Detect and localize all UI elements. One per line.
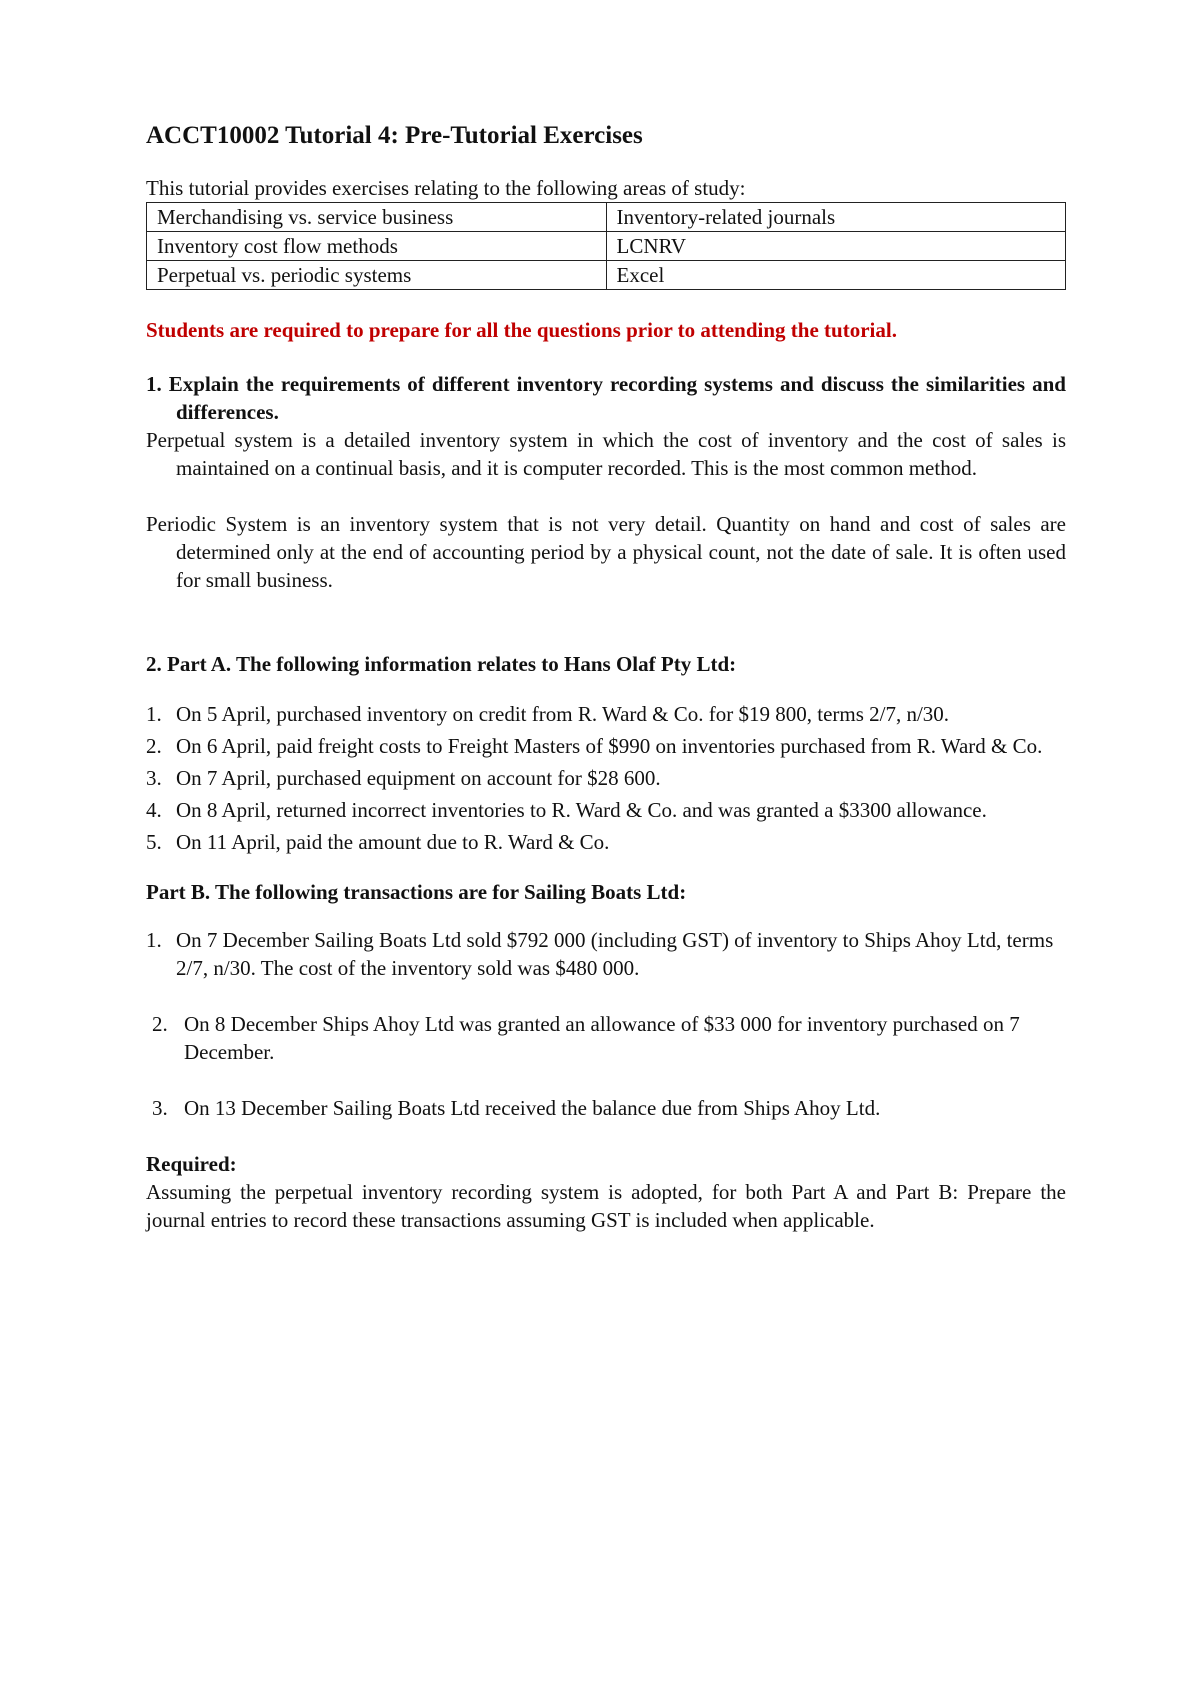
list-number: 2. (146, 734, 162, 758)
list-item-text: On 13 December Sailing Boats Ltd received the balance due from Ships Ahoy Ltd. (184, 1096, 881, 1120)
table-row (147, 203, 1066, 232)
list-number: 3. (152, 1096, 168, 1120)
list-item (146, 926, 1066, 982)
list-item (146, 762, 1066, 794)
preparation-notice: Students are required to prepare for all the questions prior to attending the tutorial. (146, 318, 897, 342)
list-item-text: On 8 April, returned incorrect inventories to R. Ward & Co. and was granted a $3300 allowance. (176, 798, 987, 822)
list-item-text: On 7 December Sailing Boats Ltd sold $792 000 (including GST) of inventory to Ships Ahoy Ltd, terms 2/7, n/30. The cost of the inventory sold was $480 000. (176, 928, 1054, 980)
question-2-part-a-heading: 2. Part A. The following information relates to Hans Olaf Pty Ltd: (146, 652, 737, 676)
question-1-heading: 1. Explain the requirements of different inventory recording systems and discuss the similarities and differences. (146, 372, 1066, 424)
table-cell: Perpetual vs. periodic systems (147, 261, 607, 290)
table-cell: Merchandising vs. service business (147, 203, 607, 232)
part-b-heading: Part B. The following transactions are for Sailing Boats Ltd: (146, 880, 687, 904)
list-item-text: On 11 April, paid the amount due to R. Ward & Co. (176, 830, 610, 854)
list-number: 3. (146, 766, 162, 790)
part-a-transaction-list (146, 698, 1066, 858)
list-item-text: On 6 April, paid freight costs to Freight Masters of $990 on inventories purchased from R. Ward & Co. (176, 734, 1043, 758)
list-item (146, 730, 1066, 762)
list-item (146, 826, 1066, 858)
table-cell: Inventory cost flow methods (147, 232, 607, 261)
required-text: Assuming the perpetual inventory recording system is adopted, for both Part A and Part B: Prepare the journal entries to record these transactions assuming GST is included when applicable. (146, 1180, 1066, 1232)
table-cell: Excel (606, 261, 1066, 290)
intro-text: This tutorial provides exercises relating to the following areas of study: (146, 176, 746, 200)
list-number: 4. (146, 798, 162, 822)
list-number: 1. (146, 928, 162, 952)
list-number: 1. (146, 702, 162, 726)
table-row (147, 261, 1066, 290)
table-cell: Inventory-related journals (606, 203, 1066, 232)
list-item (146, 1094, 1066, 1122)
document-title: ACCT10002 Tutorial 4: Pre-Tutorial Exercises (146, 122, 643, 149)
answer-periodic: Periodic System is an inventory system that is not very detail. Quantity on hand and cost of sales are determined only at the end of accounting period by a physical count, not the date of sale. It is often used for small business. (146, 512, 1066, 592)
list-item (146, 794, 1066, 826)
answer-perpetual: Perpetual system is a detailed inventory system in which the cost of inventory and the cost of sales is maintained on a continual basis, and it is computer recorded. This is the most common method. (146, 428, 1066, 480)
list-item-text: On 8 December Ships Ahoy Ltd was granted an allowance of $33 000 for inventory purchased on 7 December. (184, 1012, 1020, 1064)
list-item-text: On 7 April, purchased equipment on account for $28 600. (176, 766, 661, 790)
part-b-transaction-list (146, 926, 1066, 1122)
table-cell: LCNRV (606, 232, 1066, 261)
list-item (146, 698, 1066, 730)
list-number: 2. (152, 1012, 168, 1036)
table-row (147, 232, 1066, 261)
required-heading: Required: (146, 1152, 237, 1176)
document-page (146, 120, 1066, 1234)
list-item (146, 1010, 1066, 1066)
list-number: 5. (146, 830, 162, 854)
list-item-text: On 5 April, purchased inventory on credit from R. Ward & Co. for $19 800, terms 2/7, n/30. (176, 702, 950, 726)
areas-table (146, 202, 1066, 290)
